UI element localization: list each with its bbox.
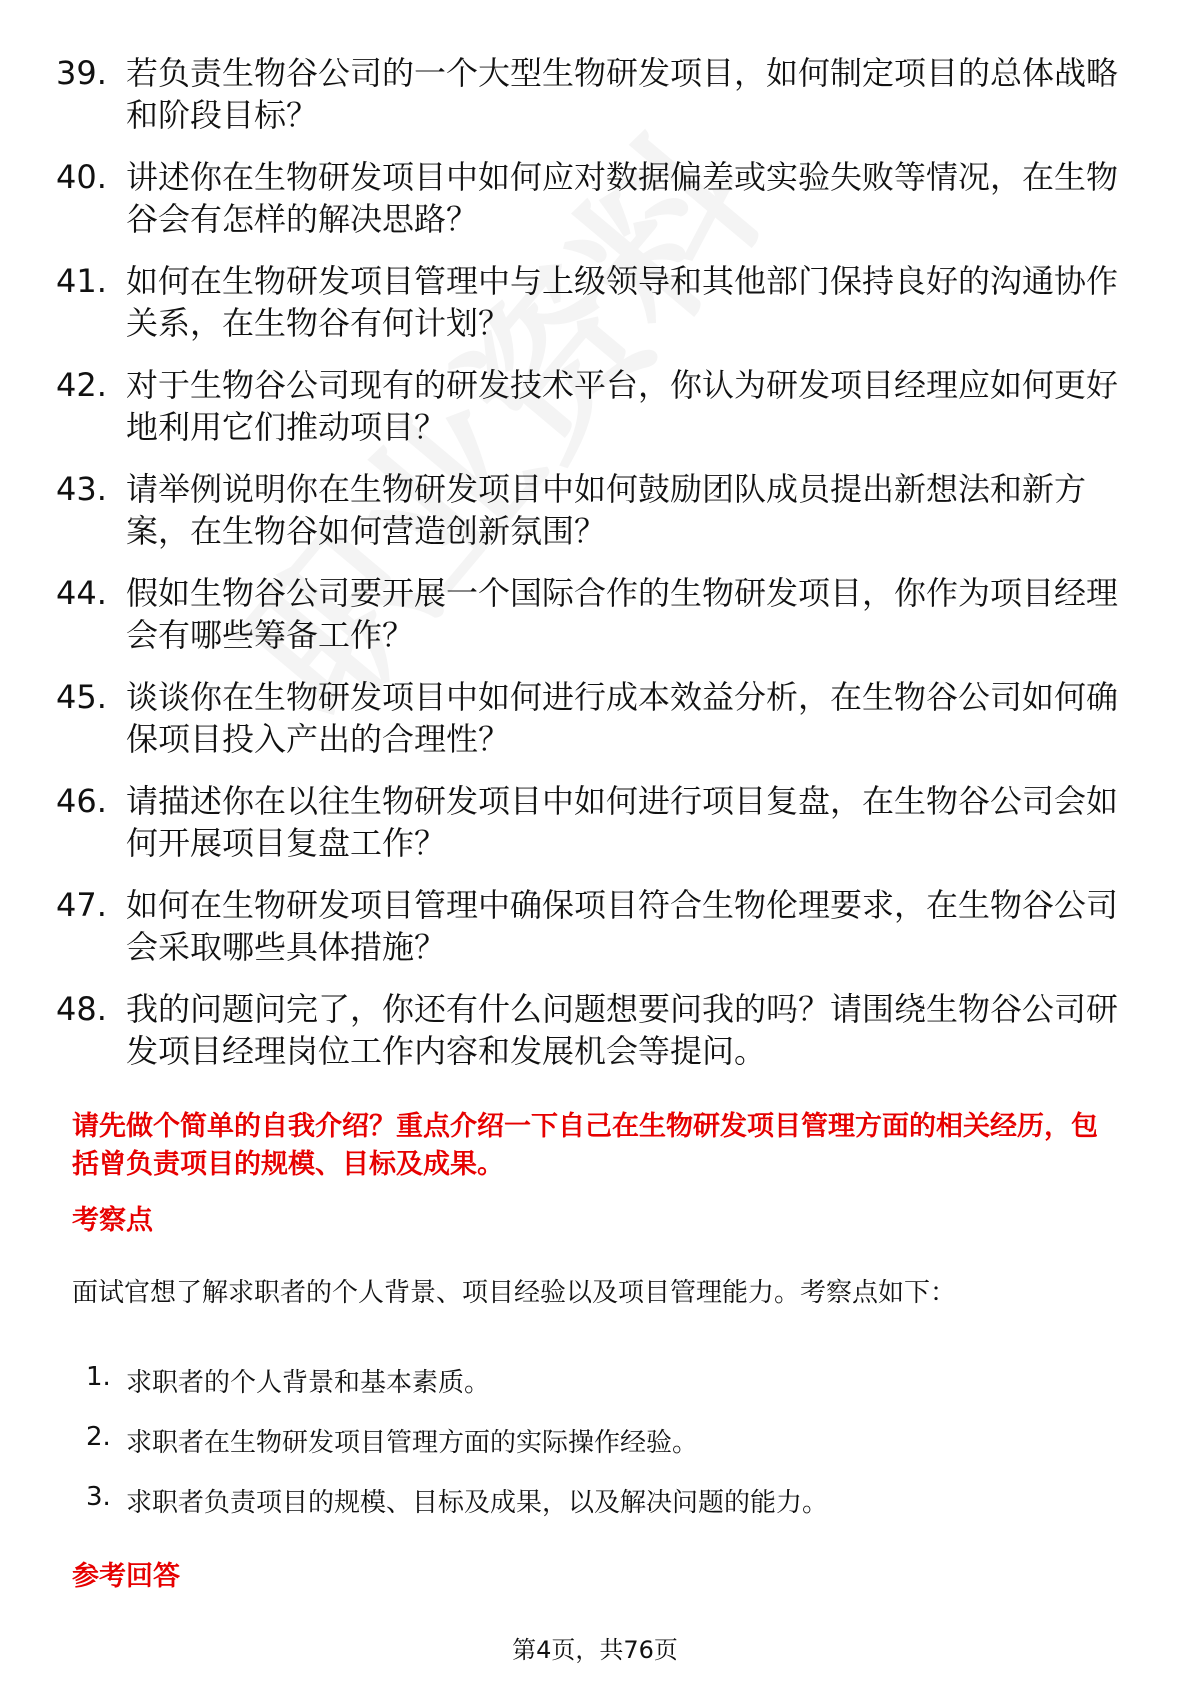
item-number: 43.: [56, 470, 107, 508]
item-text: 对于生物谷公司现有的研发技术平台，你认为研发项目经理应如何更好地利用它们推动项目？: [126, 366, 1119, 446]
item-text: 请举例说明你在生物研发项目中如何鼓励团队成员提出新想法和新方案，在生物谷如何营造创新氛围？: [126, 470, 1087, 550]
list-item: [86, 1362, 828, 1422]
item-number: 47.: [56, 886, 107, 924]
question-list: [56, 52, 1136, 1092]
item-number: 3.: [86, 1482, 111, 1512]
list-item: [56, 52, 1136, 136]
list-item: [86, 1482, 828, 1542]
item-text: 我的问题问完了，你还有什么问题想要问我的吗？请围绕生物谷公司研发项目经理岗位工作内容和发展机会等提问。: [126, 990, 1119, 1070]
list-item: [56, 780, 1136, 864]
item-number: 40.: [56, 158, 107, 196]
list-item: [56, 468, 1136, 552]
page-footer: 第4页，共76页: [512, 1636, 678, 1664]
item-number: 45.: [56, 678, 107, 716]
item-text: 请描述你在以往生物研发项目中如何进行项目复盘，在生物谷公司会如何开展项目复盘工作？: [126, 782, 1119, 862]
list-item: [56, 988, 1136, 1072]
reference-answer-heading: 参考回答: [72, 1561, 180, 1592]
item-number: 44.: [56, 574, 107, 612]
item-number: 46.: [56, 782, 107, 820]
item-number: 2.: [86, 1422, 111, 1452]
item-number: 42.: [56, 366, 107, 404]
item-text: 求职者的个人背景和基本素质。: [126, 1368, 491, 1398]
assessment-points: [86, 1362, 828, 1542]
item-number: 41.: [56, 262, 107, 300]
list-item: [56, 572, 1136, 656]
assessment-intro: 面试官想了解求职者的个人背景、项目经验以及项目管理能力。考察点如下：: [72, 1278, 957, 1308]
item-number: 39.: [56, 54, 107, 92]
item-text: 如何在生物研发项目管理中确保项目符合生物伦理要求，在生物谷公司会采取哪些具体措施？: [126, 886, 1119, 966]
item-text: 如何在生物研发项目管理中与上级领导和其他部门保持良好的沟通协作关系，在生物谷有何计划？: [126, 262, 1119, 342]
item-text: 谈谈你在生物研发项目中如何进行成本效益分析，在生物谷公司如何确保项目投入产出的合理性？: [126, 678, 1119, 758]
item-text: 假如生物谷公司要开展一个国际合作的生物研发项目，你作为项目经理会有哪些筹备工作？: [126, 574, 1119, 654]
list-item: [56, 156, 1136, 240]
item-text: 求职者在生物研发项目管理方面的实际操作经验。: [126, 1428, 699, 1458]
assessment-heading: 考察点: [72, 1205, 153, 1236]
list-item: [56, 364, 1136, 448]
item-number: 1.: [86, 1362, 111, 1392]
list-item: [56, 884, 1136, 968]
list-item: [86, 1422, 828, 1482]
list-item: [56, 260, 1136, 344]
item-number: 48.: [56, 990, 107, 1028]
list-item: [56, 676, 1136, 760]
highlighted-question: 请先做个简单的自我介绍？重点介绍一下自己在生物研发项目管理方面的相关经历，包括曾负责项目的规模、目标及成果。: [72, 1111, 1098, 1180]
item-text: 求职者负责项目的规模、目标及成果，以及解决问题的能力。: [126, 1488, 829, 1518]
item-text: 讲述你在生物研发项目中如何应对数据偏差或实验失败等情况，在生物谷会有怎样的解决思路？: [126, 158, 1119, 238]
item-text: 若负责生物谷公司的一个大型生物研发项目，如何制定项目的总体战略和阶段目标？: [126, 54, 1119, 134]
